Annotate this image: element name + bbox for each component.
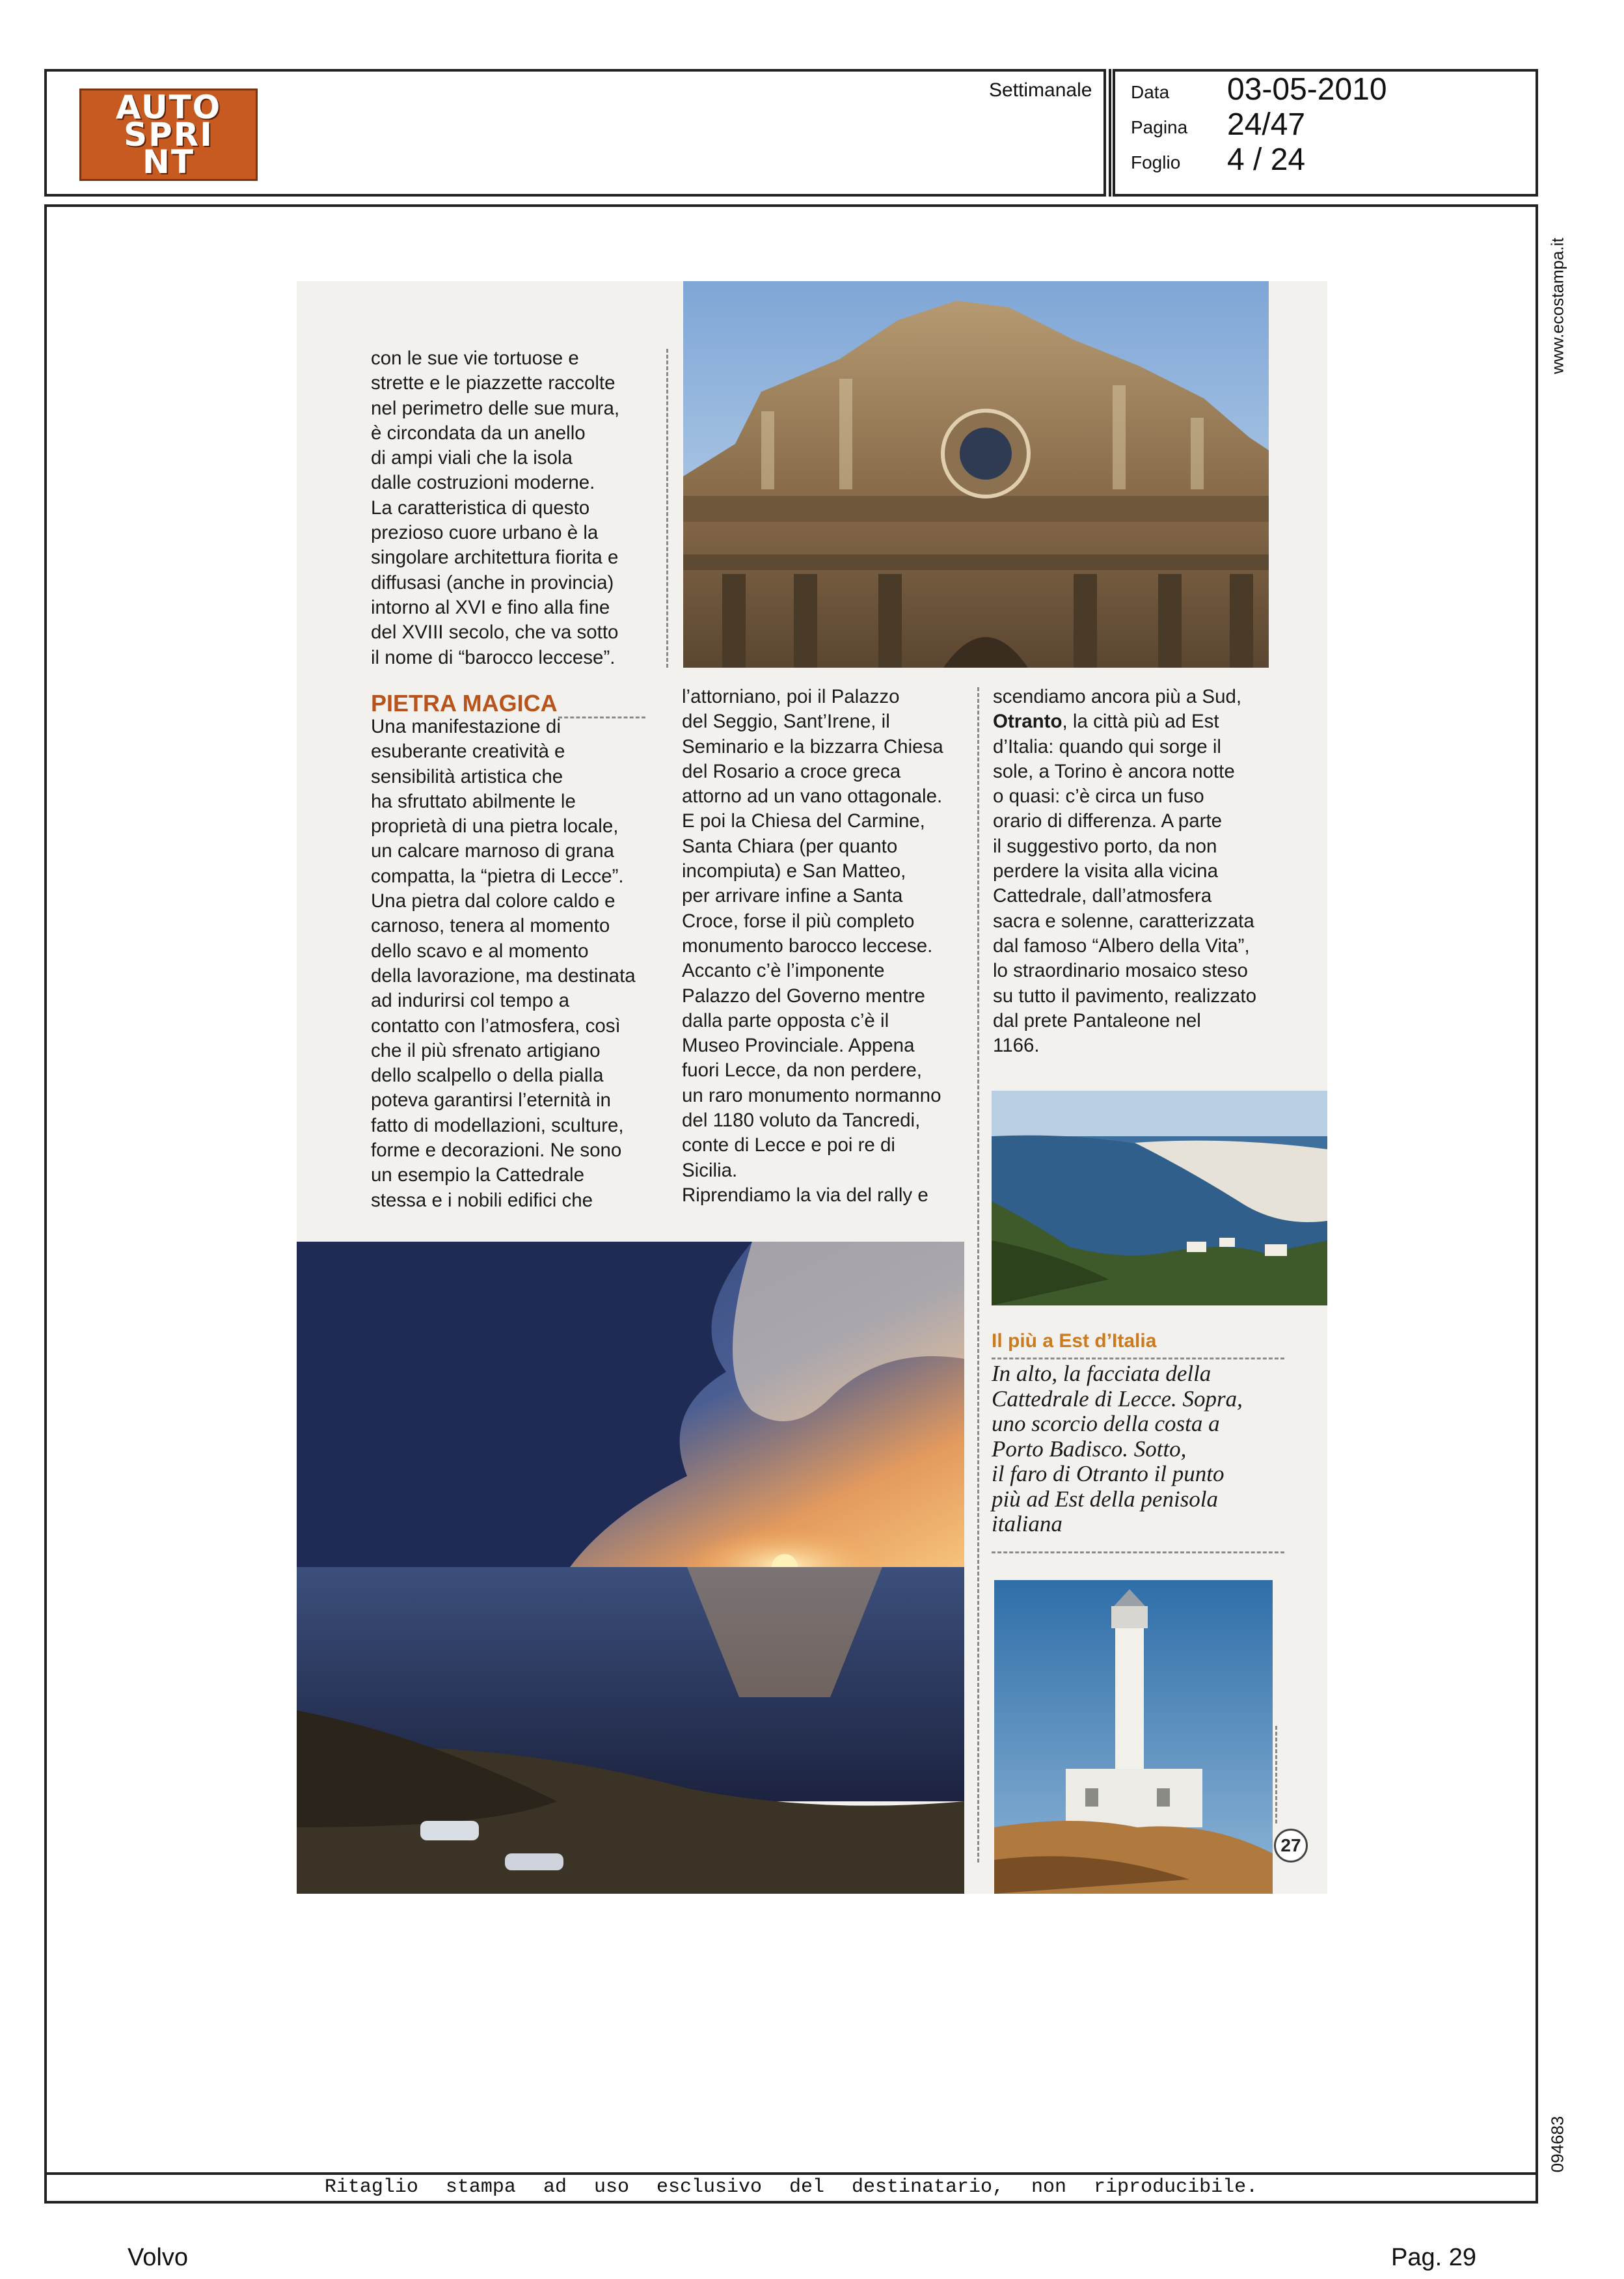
text-line: su tutto il pavimento, realizzato <box>993 985 1257 1007</box>
text-line: forme e decorazioni. Ne sono <box>371 1140 622 1162</box>
text-line: sole, a Torino è ancora notte <box>993 760 1235 782</box>
clipping-code <box>1538 2108 1577 2180</box>
caption-line: Cattedrale di Lecce. Sopra, <box>992 1385 1243 1412</box>
text-line: incompiuta) e San Matteo, <box>682 860 906 882</box>
text-line: fuori Lecce, da non perdere, <box>682 1059 922 1082</box>
caption-line: italiana <box>992 1511 1062 1536</box>
document-page-label: Pag. 29 <box>1391 2244 1476 2271</box>
text-line: del XVIII secolo, che va sotto <box>371 621 619 644</box>
sunset-sea-photo <box>297 1242 964 1894</box>
text-line: un calcare marnoso di grana <box>371 840 614 862</box>
lighthouse-photo <box>994 1580 1273 1894</box>
text-line: Accanto c’è l’imponente <box>682 960 885 982</box>
text-line: nel perimetro delle sue mura, <box>371 397 620 419</box>
text-line: esuberante creatività e <box>371 741 565 763</box>
text-line: dal prete Pantaleone nel <box>993 1009 1201 1031</box>
coast-photo <box>992 1091 1327 1305</box>
text-line: ad indurirsi col tempo a <box>371 990 569 1012</box>
text-fragment: , la città più ad Est <box>1062 711 1219 733</box>
text-line: Cattedrale, dall’atmosfera <box>993 885 1212 907</box>
text-line: con le sue vie tortuose e <box>371 348 579 369</box>
caption-line: il faro di Otranto il punto <box>992 1461 1225 1486</box>
text-line: fatto di modellazioni, sculture, <box>371 1114 624 1136</box>
text-line: d’Italia: quando qui sorge il <box>993 735 1221 757</box>
text-line <box>993 709 1299 734</box>
text-line: Santa Chiara (per quanto <box>682 835 898 857</box>
meta-page-label: Pagina <box>1131 117 1188 137</box>
text-line: dello scalpello o della pialla <box>371 1065 604 1087</box>
text-line: Una pietra dal colore caldo e <box>371 890 616 912</box>
text-line: compatta, la “pietra di Lecce”. <box>371 865 624 887</box>
meta-sheet-label: Foglio <box>1131 152 1181 172</box>
text-line: che il più sfrenato artigiano <box>371 1039 601 1061</box>
text-line: prezioso cuore urbano è la <box>371 522 599 544</box>
text-line: sacra e solenne, caratterizzata <box>993 910 1254 932</box>
meta-sheet-value: 4 / 24 <box>1227 143 1306 177</box>
column-rule <box>977 687 979 1863</box>
magazine-page-number: 27 <box>1274 1829 1308 1863</box>
text-line: il suggestivo porto, da non <box>993 835 1217 857</box>
text-line: Croce, forse il più completo <box>682 910 915 932</box>
text-line: dalla parte opposta c’è il <box>682 1009 889 1031</box>
text-line: il nome di “barocco leccese”. <box>371 646 616 668</box>
cathedral-facade-photo <box>683 281 1269 668</box>
text-line: intorno al XVI e fino alla fine <box>371 596 610 618</box>
caption-line: uno scorcio della costa a <box>992 1411 1220 1436</box>
column-1-bottom <box>371 715 651 1213</box>
text-line: 1166. <box>993 1035 1040 1057</box>
footer-divider <box>44 2172 1538 2175</box>
text-line: del Rosario a croce greca <box>682 760 901 782</box>
autosprint-logo <box>79 89 258 181</box>
text-line: ha sfruttato abilmente le <box>371 790 576 812</box>
caption-line: In alto, la facciata della <box>992 1361 1211 1386</box>
text-line: E poi la Chiesa del Carmine, <box>682 810 925 832</box>
text-line: lo straordinario mosaico steso <box>993 960 1248 982</box>
text-line: carnoso, tenera al momento <box>371 915 610 937</box>
text-line: un raro monumento normanno <box>682 1084 941 1106</box>
text-line: sensibilità artistica che <box>371 765 563 787</box>
subheading: PIETRA MAGICA <box>371 690 558 716</box>
text-line: diffusasi (anche in provincia) <box>371 571 614 594</box>
text-line: Sicilia. <box>682 1159 738 1181</box>
caption-line: Porto Badisco. Sotto, <box>992 1436 1187 1462</box>
text-line: per arrivare infine a Santa <box>682 885 903 907</box>
client-label: Volvo <box>128 2244 188 2271</box>
text-line: monumento barocco leccese. <box>682 935 933 957</box>
text-line: di ampi viali che la isola <box>371 447 573 469</box>
logo-line-3: NT <box>142 143 195 181</box>
logo-line-2: SPRI <box>124 116 213 154</box>
meta-page-value: 24/47 <box>1227 107 1306 142</box>
text-line: attorno ad un vano ottagonale. <box>682 785 943 808</box>
text-line: perdere la visita alla vicina <box>993 860 1218 882</box>
otranto-bold: Otranto <box>993 711 1062 733</box>
logo-line-1: AUTO <box>115 89 222 126</box>
text-line: scendiamo ancora più a Sud, <box>993 686 1242 707</box>
photo-caption <box>992 1361 1291 1537</box>
column-2 <box>682 685 968 1208</box>
photo-rule <box>1275 1726 1277 1823</box>
caption-rule-bottom <box>992 1551 1284 1553</box>
site-url-text: www.ecostampa.it <box>1547 238 1567 374</box>
text-line: proprietà di una pietra locale, <box>371 815 619 838</box>
clipping-code-text: 094683 <box>1547 2116 1567 2173</box>
text-line: La caratteristica di questo <box>371 497 590 519</box>
text-line: orario di differenza. A parte <box>993 810 1223 832</box>
caption-title: Il più a Est d’Italia <box>992 1330 1157 1352</box>
text-line: Una manifestazione di <box>371 716 561 737</box>
text-line: poteva garantirsi l’eternità in <box>371 1089 611 1112</box>
frequency-label: Settimanale <box>989 79 1092 101</box>
column-rule <box>666 349 668 668</box>
text-line: dal famoso “Albero della Vita”, <box>993 935 1250 957</box>
text-line: dalle costruzioni moderne. <box>371 472 595 494</box>
text-line: conte di Lecce e poi re di <box>682 1134 895 1156</box>
text-line: Museo Provinciale. Appena <box>682 1035 915 1057</box>
meta-date-value: 03-05-2010 <box>1227 72 1387 107</box>
meta-date-label: Data <box>1131 82 1170 102</box>
text-line: dello scavo e al momento <box>371 940 589 962</box>
caption-line: più ad Est della penisola <box>992 1486 1219 1512</box>
text-line: o quasi: c’è circa un fuso <box>993 785 1204 808</box>
text-line: l’attorniano, poi il Palazzo <box>682 686 900 707</box>
column-1-top <box>371 346 644 670</box>
text-line: Riprendiamo la via del rally e <box>682 1184 928 1206</box>
text-line: della lavorazione, ma destinata <box>371 964 636 987</box>
text-line: del 1180 voluto da Tancredi, <box>682 1110 921 1132</box>
text-line: contatto con l’atmosfera, così <box>371 1015 621 1037</box>
text-line: Palazzo del Governo mentre <box>682 985 925 1007</box>
column-3 <box>993 685 1299 1058</box>
caption-rule-top <box>992 1358 1284 1359</box>
text-line: è circondata da un anello <box>371 422 586 444</box>
text-line: Seminario e la bizzarra Chiesa <box>682 735 943 757</box>
text-line: stessa e i nobili edifici che <box>371 1189 593 1211</box>
disclaimer: Ritaglio stampa ad uso esclusivo del destinatario, non riproducibile. <box>324 2176 1258 2198</box>
text-line: singolare architettura fiorita e <box>371 547 619 569</box>
site-url <box>1538 221 1577 390</box>
text-line: del Seggio, Sant’Irene, il <box>682 711 890 733</box>
text-line: strette e le piazzette raccolte <box>371 372 616 394</box>
text-line: un esempio la Cattedrale <box>371 1164 584 1186</box>
article-page <box>297 281 1327 1894</box>
